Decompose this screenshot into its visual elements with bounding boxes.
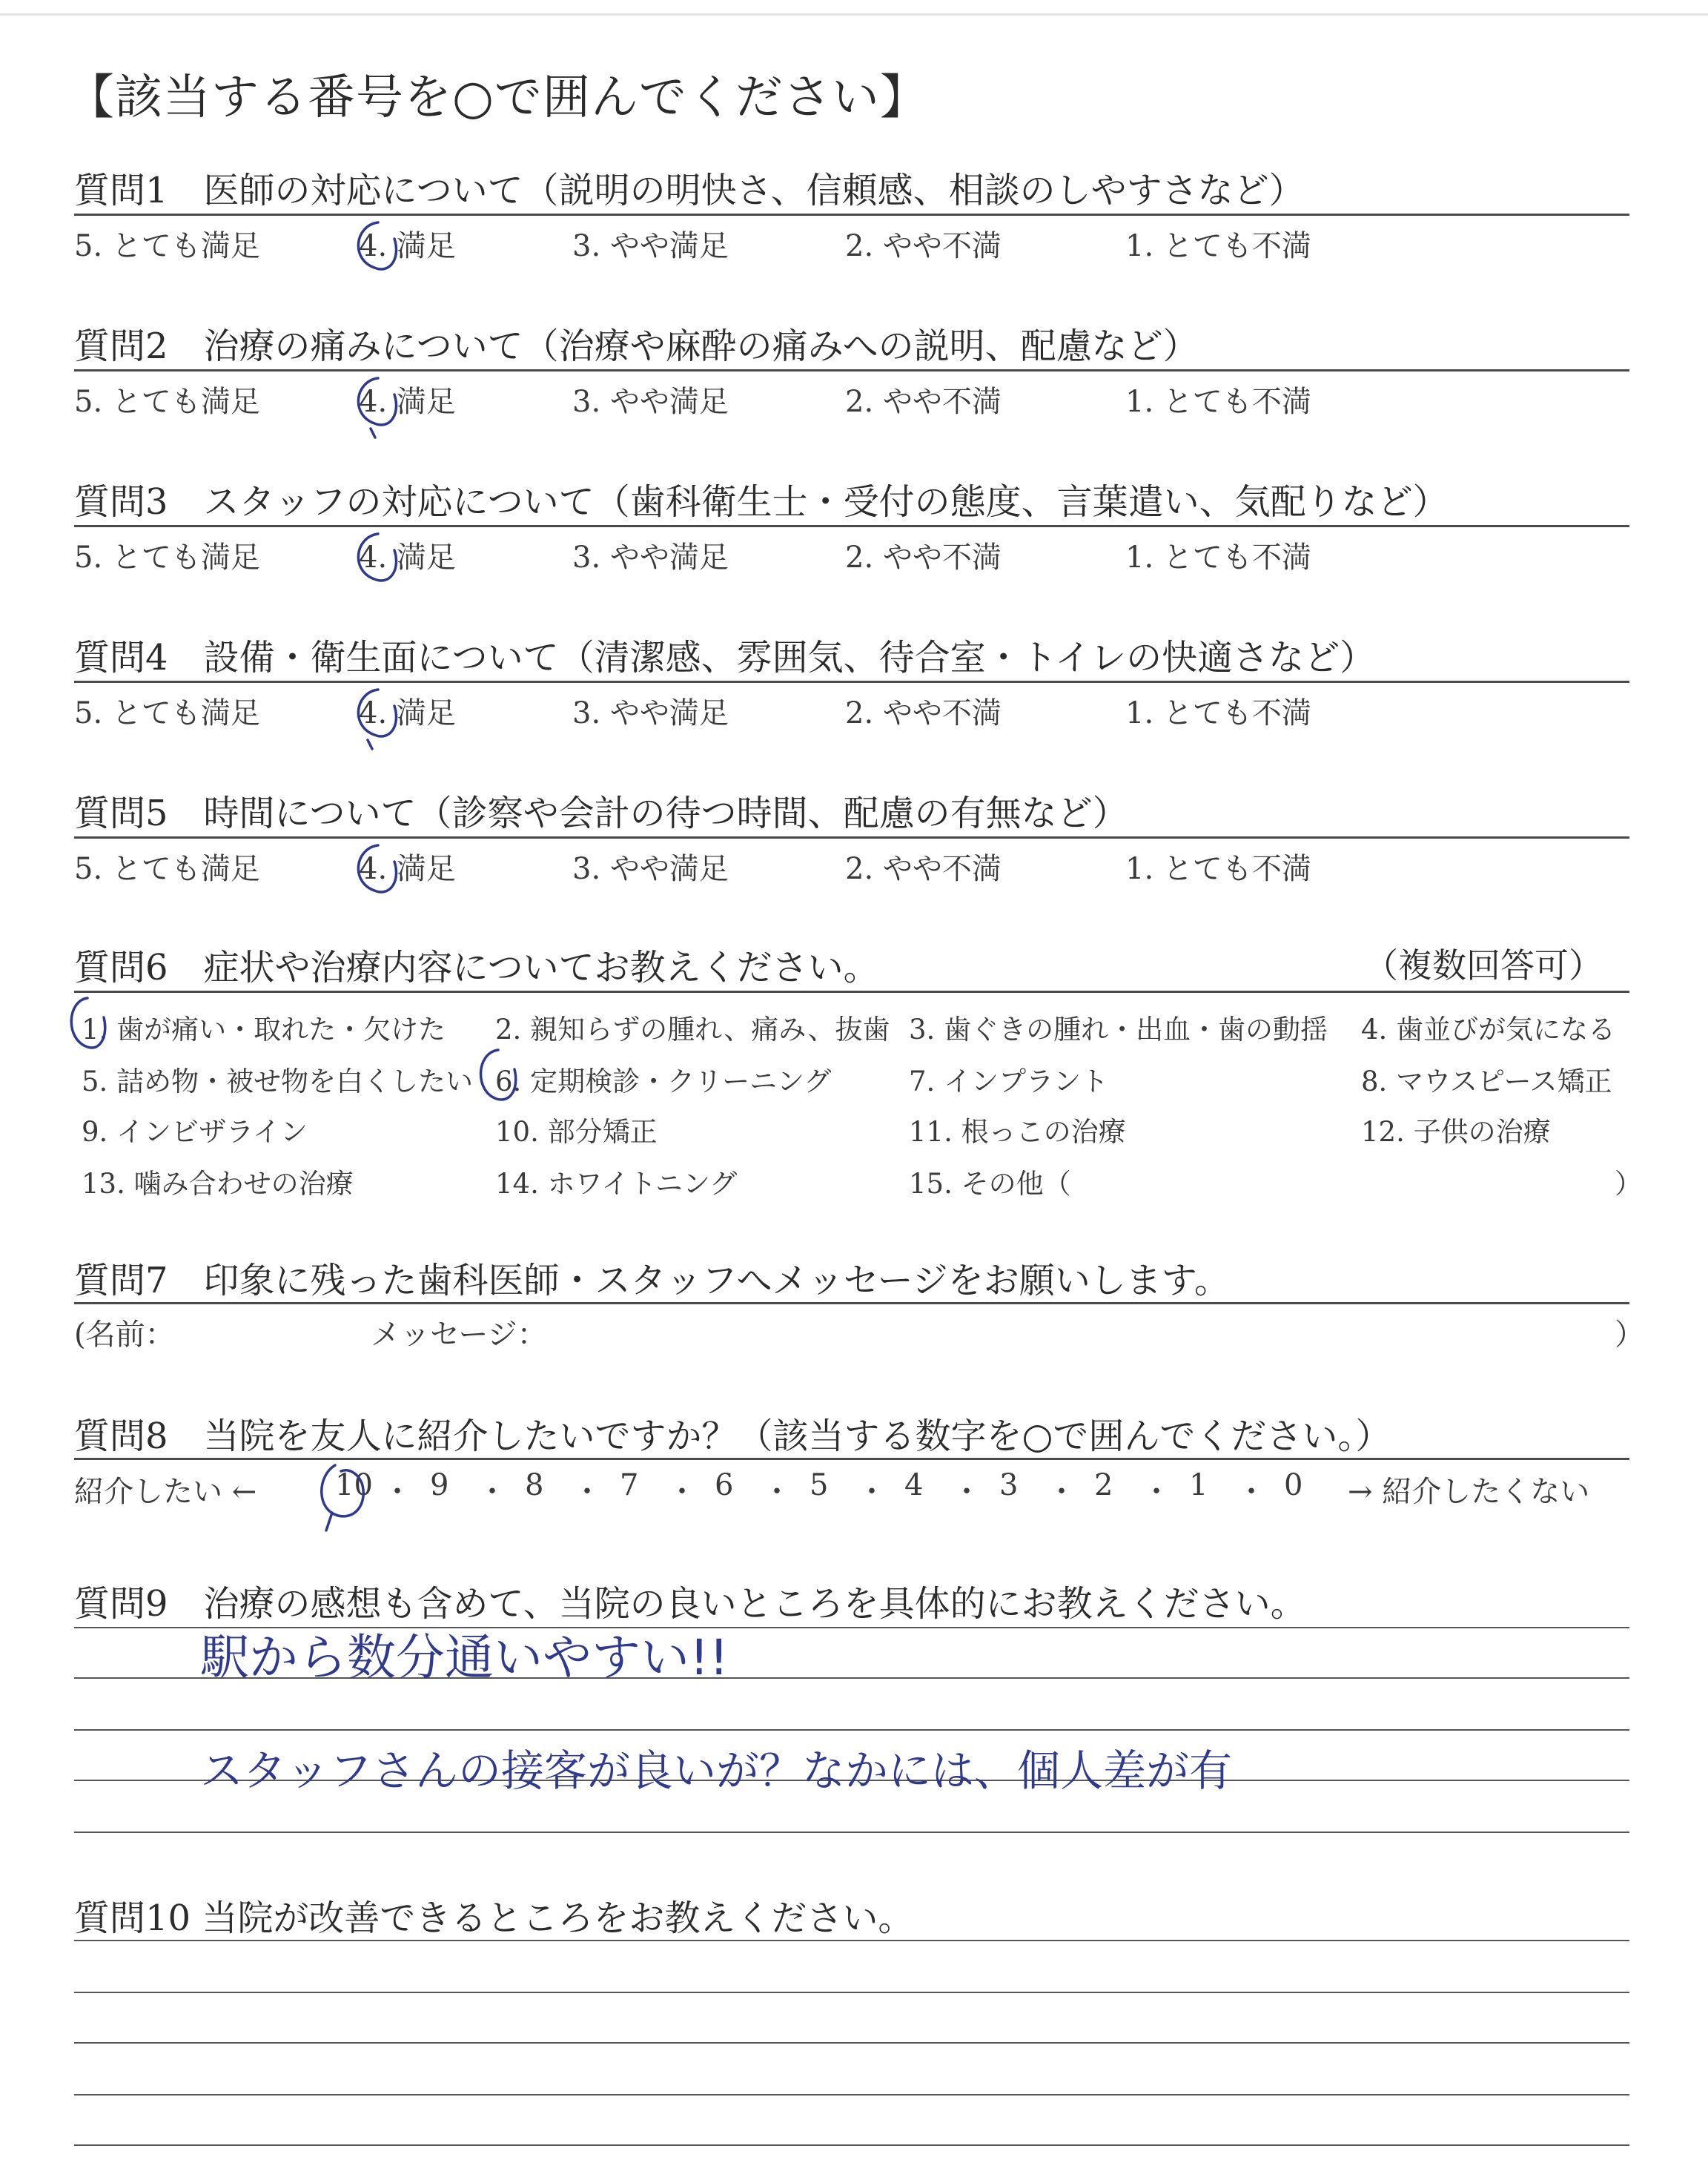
- q1-option-2[interactable]: 2. やや不満: [845, 229, 1002, 263]
- q8-scale-option-3[interactable]: 3: [999, 1468, 1019, 1502]
- q9-answer-line: [74, 1832, 1629, 1833]
- q9-answer-line: [74, 1677, 1629, 1679]
- q3-title: 質問3 スタッフの対応について（歯科衛生士・受付の態度、言葉遣い、気配りなど）: [74, 481, 1449, 523]
- q9-title: 質問9 治療の感想も含めて、当院の良いところを具体的にお教えください。: [74, 1583, 1306, 1625]
- q8-scale-option-0[interactable]: 0: [1284, 1468, 1303, 1502]
- q6-option-2[interactable]: 2. 親知らずの腫れ、痛み、抜歯: [495, 1014, 890, 1046]
- q5-rule: [74, 836, 1629, 839]
- q6-option-9[interactable]: 9. インビザライン: [82, 1116, 308, 1148]
- q4-title: 質問4 設備・衛生面について（清潔感、雰囲気、待合室・トイレの快適さなど）: [74, 637, 1376, 678]
- q9-answer-line-2: スタッフさんの接客が良いが？なかには、個人差が有: [200, 1745, 1233, 1796]
- q7-close-paren: ）: [1615, 1318, 1644, 1352]
- q10-title: 質問10 当院が改善できるところをお教えください。: [74, 1898, 914, 1939]
- q5-title: 質問5 時間について（診察や会計の待つ時間、配慮の有無など）: [74, 793, 1128, 834]
- q8-scale-option-5[interactable]: 5: [810, 1468, 829, 1502]
- q8-scale-separator: ・: [667, 1475, 697, 1509]
- q1-option-1[interactable]: 1. とても不満: [1125, 229, 1311, 263]
- q10-answer-line: [74, 1940, 1629, 1941]
- q6-option-11[interactable]: 11. 根っこの治療: [909, 1116, 1126, 1148]
- q2-option-4[interactable]: 4. 満足: [359, 385, 456, 419]
- q7-name-label: (名前：: [74, 1318, 175, 1352]
- q4-option-5[interactable]: 5. とても満足: [74, 696, 260, 730]
- q7-title: 質問7 印象に残った歯科医師・スタッフへメッセージをお願いします。: [74, 1260, 1230, 1301]
- q6-option-5[interactable]: 5. 詰め物・被せ物を白くしたい: [82, 1066, 474, 1097]
- q8-scale-separator: ・: [952, 1475, 982, 1509]
- q4-rule: [74, 681, 1629, 683]
- q7-message-label: メッセージ：: [371, 1318, 547, 1352]
- q8-scale-option-6[interactable]: 6: [715, 1468, 734, 1502]
- q5-option-4[interactable]: 4. 満足: [359, 852, 456, 886]
- q9-answer-line-1: 駅から数分通いやすい!!: [200, 1629, 729, 1686]
- q3-option-5[interactable]: 5. とても満足: [74, 541, 260, 575]
- q6-option-4[interactable]: 4. 歯並びが気になる: [1361, 1014, 1616, 1046]
- q8-left-label: 紹介したい ←: [74, 1475, 257, 1509]
- q1-option-3[interactable]: 3. やや満足: [572, 229, 729, 263]
- q8-scale-separator: ・: [1047, 1475, 1076, 1509]
- q3-option-1[interactable]: 1. とても不満: [1125, 541, 1311, 575]
- q4-option-2[interactable]: 2. やや不満: [845, 696, 1002, 730]
- q10-answer-line: [74, 2144, 1629, 2146]
- q2-option-3[interactable]: 3. やや満足: [572, 385, 729, 419]
- q6-option-8[interactable]: 8. マウスピース矯正: [1361, 1066, 1612, 1097]
- q1-option-4[interactable]: 4. 満足: [359, 229, 456, 263]
- q8-scale-separator: ・: [572, 1475, 602, 1509]
- q6-multiple-answers-note: （複数回答可）: [1364, 945, 1603, 985]
- q1-title: 質問1 医師の対応について（説明の明快さ、信頼感、相談のしやすさなど）: [74, 170, 1305, 211]
- q5-option-1[interactable]: 1. とても不満: [1125, 852, 1311, 886]
- q6-option-7[interactable]: 7. インプラント: [909, 1066, 1109, 1097]
- q8-rule: [74, 1458, 1629, 1460]
- q5-option-2[interactable]: 2. やや不満: [845, 852, 1002, 886]
- q6-option-1[interactable]: 1. 歯が痛い・取れた・欠けた: [82, 1014, 446, 1046]
- q6-rule: [74, 991, 1629, 993]
- q1-rule: [74, 214, 1629, 216]
- q2-title: 質問2 治療の痛みについて（治療や麻酔の痛みへの説明、配慮など）: [74, 326, 1199, 367]
- q6-option-13[interactable]: 13. 噛み合わせの治療: [82, 1168, 354, 1200]
- q10-answer-line: [74, 2094, 1629, 2095]
- q6-title: 質問6 症状や治療内容についてお教えください。: [74, 947, 879, 988]
- q6-option-14[interactable]: 14. ホワイトニング: [495, 1168, 738, 1200]
- q3-option-2[interactable]: 2. やや不満: [845, 541, 1002, 575]
- q8-scale-option-8[interactable]: 8: [525, 1468, 544, 1502]
- q8-scale-separator: ・: [857, 1475, 887, 1509]
- q2-rule: [74, 369, 1629, 371]
- q8-scale-separator: ・: [383, 1475, 412, 1509]
- q9-answer-line: [74, 1729, 1629, 1731]
- q8-scale-option-2[interactable]: 2: [1094, 1468, 1113, 1502]
- q8-scale-separator: ・: [477, 1475, 507, 1509]
- q4-option-4[interactable]: 4. 満足: [359, 696, 456, 730]
- q1-option-5[interactable]: 5. とても満足: [74, 229, 260, 263]
- q8-scale-separator: ・: [1237, 1475, 1266, 1509]
- q6-option-15[interactable]: 15. その他（: [909, 1168, 1071, 1200]
- q6-option-10[interactable]: 10. 部分矯正: [495, 1116, 658, 1148]
- q8-title: 質問8 当院を友人に紹介したいですか？（該当する数字を○で囲んでください。）: [74, 1416, 1391, 1457]
- q6-option-6[interactable]: 6. 定期検診・クリーニング: [495, 1066, 832, 1097]
- q2-option-2[interactable]: 2. やや不満: [845, 385, 1002, 419]
- q8-right-label: → 紹介したくない: [1348, 1475, 1590, 1509]
- q5-option-3[interactable]: 3. やや満足: [572, 852, 729, 886]
- q6-option-15-close: ）: [1615, 1168, 1642, 1200]
- q7-rule: [74, 1302, 1629, 1304]
- q6-option-12[interactable]: 12. 子供の治療: [1361, 1116, 1551, 1148]
- q6-option-3[interactable]: 3. 歯ぐきの腫れ・出血・歯の動揺: [909, 1014, 1328, 1046]
- q8-scale-separator: ・: [1142, 1475, 1171, 1509]
- q5-option-5[interactable]: 5. とても満足: [74, 852, 260, 886]
- q8-scale-separator: ・: [762, 1475, 792, 1509]
- q2-option-1[interactable]: 1. とても不満: [1125, 385, 1311, 419]
- q8-scale-option-7[interactable]: 7: [620, 1468, 639, 1502]
- q8-scale-option-10[interactable]: 10: [335, 1468, 373, 1502]
- q3-option-4[interactable]: 4. 満足: [359, 541, 456, 575]
- top-edge-line: [0, 13, 1708, 16]
- q8-scale-option-4[interactable]: 4: [904, 1468, 924, 1502]
- q9-answer-line: [74, 1780, 1629, 1781]
- q4-option-3[interactable]: 3. やや満足: [572, 696, 729, 730]
- q10-answer-line: [74, 1992, 1629, 1993]
- q10-answer-line: [74, 2042, 1629, 2044]
- q3-option-3[interactable]: 3. やや満足: [572, 541, 729, 575]
- q8-scale-option-9[interactable]: 9: [430, 1468, 449, 1502]
- instruction-header: 【該当する番号を○で囲んでください】: [67, 70, 928, 125]
- q2-option-5[interactable]: 5. とても満足: [74, 385, 260, 419]
- q4-option-1[interactable]: 1. とても不満: [1125, 696, 1311, 730]
- q9-answer-line: [74, 1627, 1629, 1628]
- q8-scale-option-1[interactable]: 1: [1189, 1468, 1208, 1502]
- q3-rule: [74, 525, 1629, 527]
